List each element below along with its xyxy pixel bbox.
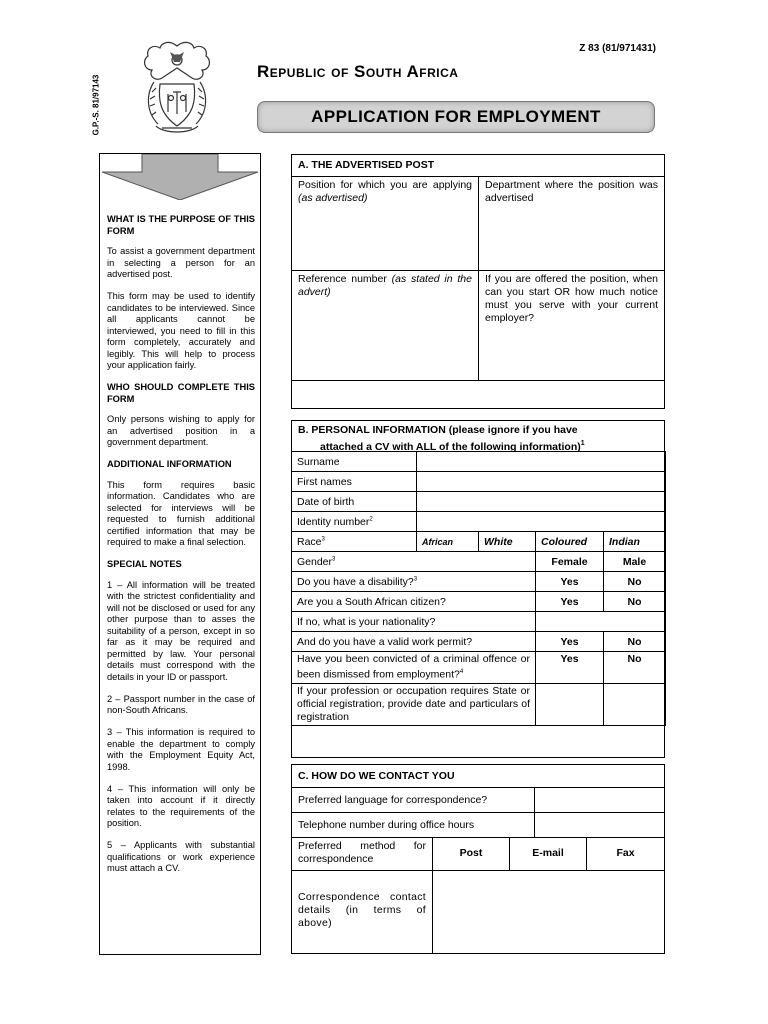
method-fax-option[interactable]: Fax bbox=[587, 838, 664, 871]
department-label: Department where the position was advertised bbox=[485, 179, 658, 204]
who-heading: WHO SHOULD COMPLETE THIS FORM bbox=[107, 382, 255, 404]
position-label: Position for which you are applying bbox=[298, 179, 472, 191]
race-white-option[interactable]: White bbox=[479, 532, 536, 552]
disability-label: Do you have a disability?$^3$ bbox=[292, 572, 536, 592]
nationality-input[interactable] bbox=[536, 612, 666, 632]
telephone-input[interactable] bbox=[535, 813, 664, 838]
instructions-panel bbox=[99, 153, 261, 955]
section-c bbox=[291, 764, 665, 954]
note-3: 3 – This information is required to enable the department to comply with the Employment Equity Act, 1998. bbox=[107, 727, 255, 772]
table-row bbox=[292, 592, 666, 612]
gender-female-option[interactable]: Female bbox=[536, 552, 604, 572]
citizen-no-option[interactable]: No bbox=[604, 592, 666, 612]
race-indian-option[interactable]: Indian bbox=[604, 532, 666, 552]
permit-no-option[interactable]: No bbox=[604, 632, 666, 652]
table-row bbox=[292, 452, 666, 472]
personal-info-table bbox=[291, 451, 666, 726]
id-number-label: Identity number$^2$ bbox=[292, 512, 417, 532]
surname-input[interactable] bbox=[417, 452, 666, 472]
dob-input[interactable] bbox=[417, 492, 666, 512]
department-field[interactable] bbox=[479, 177, 664, 271]
gender-male-option[interactable]: Male bbox=[604, 552, 666, 572]
republic-heading: Republic of South Africa bbox=[257, 62, 459, 81]
race-label: Race$^3$ bbox=[292, 532, 417, 552]
purpose-heading: WHAT IS THE PURPOSE OF THIS FORM bbox=[107, 214, 255, 236]
note-4: 4 – This information will only be taken into account if it directly relates to the requirements of the position. bbox=[107, 783, 255, 828]
table-row bbox=[292, 512, 666, 532]
reference-label: Reference number bbox=[298, 273, 387, 285]
coat-of-arms-icon bbox=[140, 38, 214, 136]
method-post-option[interactable]: Post bbox=[433, 838, 510, 871]
section-b-heading: B. PERSONAL INFORMATION (please ignore if you have attached a CV with ALL of the following information)$^1$ bbox=[292, 421, 664, 452]
purpose-text-1: To assist a government department in selecting a person for an advertised post. bbox=[107, 246, 255, 279]
race-african-option[interactable]: African bbox=[417, 532, 479, 552]
form-title: APPLICATION FOR EMPLOYMENT bbox=[311, 107, 601, 126]
disability-no-option[interactable]: No bbox=[604, 572, 666, 592]
criminal-yes-option[interactable]: Yes bbox=[536, 652, 604, 684]
note-5: 5 – Applicants with substantial qualifications or work experience must attach a CV. bbox=[107, 840, 255, 873]
arrow-down-icon bbox=[102, 154, 258, 200]
table-row bbox=[292, 652, 666, 684]
language-input[interactable] bbox=[535, 788, 664, 813]
permit-yes-option[interactable]: Yes bbox=[536, 632, 604, 652]
method-label: Preferred method for correspondence bbox=[292, 838, 433, 871]
position-label-note: (as advertised) bbox=[298, 192, 368, 204]
additional-text: This form requires basic information. Candidates who are selected for interviews will be requested to furnish additional certified information that may be required to make a final selection. bbox=[107, 479, 255, 547]
reference-label-note: (as stated in the advert) bbox=[298, 273, 472, 298]
criminal-no-option[interactable]: No bbox=[604, 652, 666, 684]
telephone-label: Telephone number during office hours bbox=[292, 813, 535, 838]
criminal-label: Have you been convicted of a criminal offence or been dismissed from employment?$^4$ bbox=[292, 652, 536, 684]
surname-label: Surname bbox=[292, 452, 417, 472]
first-names-label: First names bbox=[292, 472, 417, 492]
position-field[interactable] bbox=[292, 177, 479, 271]
nationality-label: If no, what is your nationality? bbox=[292, 612, 536, 632]
section-c-heading: C. HOW DO WE CONTACT YOU bbox=[292, 765, 664, 788]
table-row bbox=[292, 683, 666, 725]
special-notes-heading: SPECIAL NOTES bbox=[107, 559, 182, 569]
first-names-input[interactable] bbox=[417, 472, 666, 492]
registration-label: If your profession or occupation requires State or official registration, provide date and particulars of registration bbox=[292, 683, 536, 725]
note-1: 1 – All information will be treated with the strictest confidentiality and will not be disclosed or used for any other purpose than to asses the suitability of a person, except in so far as it may be required and permitted by law. Your personal details must correspond with the details in your ID or passport. bbox=[107, 579, 255, 682]
purpose-text-2: This form may be used to identify candidates to be interviewed. Since all applicants cannot be interviewed, you need to fill in this form completely, accurately and legibly. This will help to process your application fairly. bbox=[107, 291, 255, 370]
contact-details-input[interactable] bbox=[433, 871, 664, 953]
method-email-option[interactable]: E-mail bbox=[510, 838, 587, 871]
table-row bbox=[292, 572, 666, 592]
contact-details-label: Correspondence contact details (in terms of above) bbox=[292, 871, 433, 953]
race-coloured-option[interactable]: Coloured bbox=[536, 532, 604, 552]
reference-field[interactable] bbox=[292, 271, 479, 381]
citizen-label: Are you a South African citizen? bbox=[292, 592, 536, 612]
notice-field[interactable] bbox=[479, 271, 664, 381]
form-title-banner bbox=[257, 101, 655, 133]
disability-yes-option[interactable]: Yes bbox=[536, 572, 604, 592]
section-b bbox=[291, 420, 665, 758]
language-label: Preferred language for correspondence? bbox=[292, 788, 535, 813]
section-a bbox=[291, 154, 665, 409]
registration-input-2[interactable] bbox=[604, 683, 666, 725]
notice-label: If you are offered the position, when can you start OR how much notice must you serve with your current employer? bbox=[485, 273, 658, 324]
section-a-heading: A. THE ADVERTISED POST bbox=[292, 155, 664, 177]
table-row bbox=[292, 552, 666, 572]
form-code: Z 83 (81/971431) bbox=[579, 43, 656, 54]
gp-code: G.P.-S. 81/97143 bbox=[91, 74, 101, 136]
registration-input-1[interactable] bbox=[536, 683, 604, 725]
table-row bbox=[292, 472, 666, 492]
additional-heading: ADDITIONAL INFORMATION bbox=[107, 459, 232, 469]
table-row bbox=[292, 612, 666, 632]
dob-label: Date of birth bbox=[292, 492, 417, 512]
table-row bbox=[292, 492, 666, 512]
table-row bbox=[292, 632, 666, 652]
permit-label: And do you have a valid work permit? bbox=[292, 632, 536, 652]
gender-label: Gender$^3$ bbox=[292, 552, 536, 572]
id-number-input[interactable] bbox=[417, 512, 666, 532]
table-row bbox=[292, 532, 666, 552]
citizen-yes-option[interactable]: Yes bbox=[536, 592, 604, 612]
note-2: 2 – Passport number in the case of non-South Africans. bbox=[107, 693, 255, 715]
who-text: Only persons wishing to apply for an advertised position in a government department. bbox=[107, 414, 255, 447]
